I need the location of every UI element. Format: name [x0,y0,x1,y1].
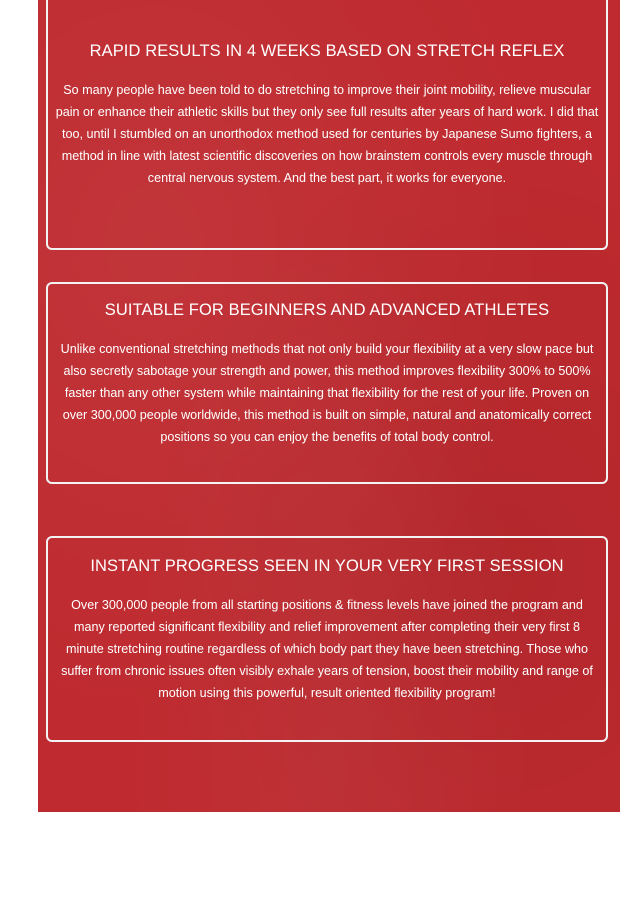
section-title: SUITABLE FOR BEGINNERS AND ADVANCED ATHLETES [104,301,550,319]
section-beginners-advanced [46,282,608,484]
section-body: Unlike conventional stretching methods that not only build your flexibility at a very slow pace but also secretly sabotage your strength and power, this method improves flexibility 300% to 500% faster than any other system while maintaining that flexibility for the rest of your life. Proven on over 300,000 people worldwide, this method is built on simple, natural and anatomically correct positions so you can enjoy the benefits of total body control. [60,342,594,444]
section-title: RAPID RESULTS IN 4 WEEKS BASED ON STRETCH REFLEX [89,42,565,60]
section-body: Over 300,000 people from all starting positions & fitness levels have joined the program and many reported significant flexibility and relief improvement after completing their very first 8 minute stretching routine regardless of which body part they have been stretching. Those who suffer from chronic issues often visibly exhale years of tension, boost their mobility and range of motion using this powerful, result oriented flexibility program! [61,598,593,700]
section-title: INSTANT PROGRESS SEEN IN YOUR VERY FIRST SESSION [90,557,564,575]
red-panel [38,0,620,812]
section-rapid-results [46,0,608,250]
section-body: So many people have been told to do stretching to improve their joint mobility, relieve muscular pain or enhance their athletic skills but they only see full results after years of hard work. I did that too, until I stumbled on an unorthodox method used for centuries by Japanese Sumo fighters, a method in line with latest scientific discoveries on how brainstem controls every muscle through central nervous system. And the best part, it works for everyone. [55,83,599,185]
section-instant-progress [46,536,608,742]
